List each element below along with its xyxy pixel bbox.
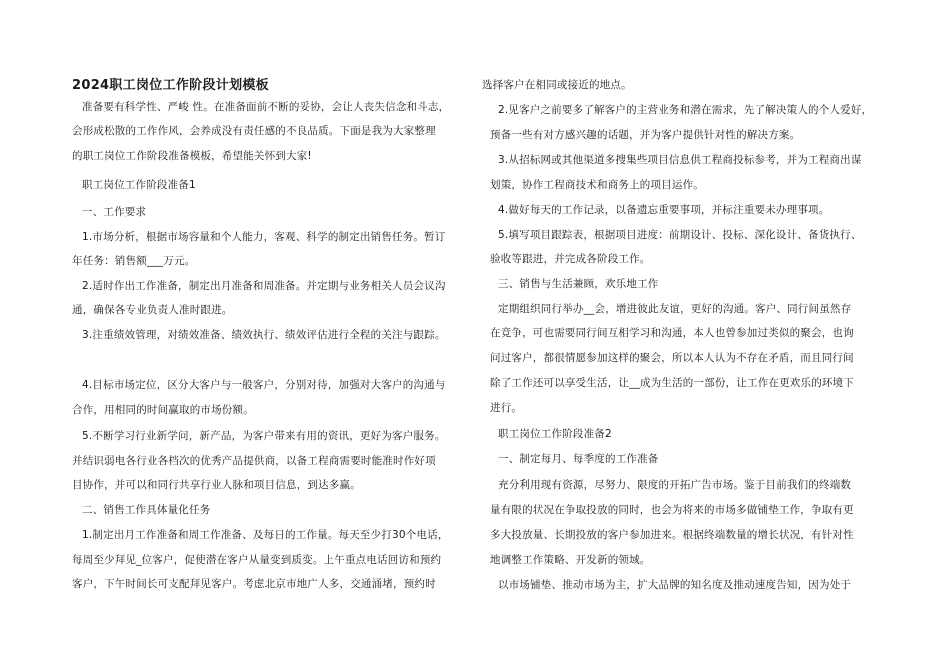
- paragraph-line: 4.做好每天的工作记录，以备遗忘重要事项，并标注重要未办理事项。: [498, 204, 830, 216]
- paragraph-line: 验收等跟进，并完成各阶段工作。: [490, 253, 651, 265]
- paragraph-line: 并结识弱电各行业各档次的优秀产品提供商，以备工程商需要时能准时作好项: [72, 455, 436, 467]
- paragraph-line: 划策，协作工程商技术和商务上的项目运作。: [490, 179, 704, 191]
- paragraph-line: 选择客户在相同或接近的地点。: [482, 79, 632, 91]
- paragraph-line: 定期组织同行举办__会，增进彼此友谊，更好的沟通。客户、同行间虽然存: [498, 303, 852, 315]
- paragraph-line: 除了工作还可以享受生活，让__成为生活的一部份，让工作在更欢乐的环境下: [490, 377, 854, 389]
- paragraph-line: 的职工岗位工作阶段准备模板，希望能关怀到大家!: [72, 150, 312, 162]
- paragraph-line: 2.见客户之前要多了解客户的主营业务和潜在需求，先了解决策人的个人爱好，: [498, 104, 873, 116]
- paragraph-line: 以市场铺垫、推动市场为主，扩大品牌的知名度及推动速度告知，因为处于: [498, 579, 852, 591]
- paragraph-line: 合作，用相同的时间赢取的市场份额。: [72, 404, 254, 416]
- section-heading: 职工岗位工作阶段准备2: [498, 428, 612, 440]
- paragraph-line: 多大投放量、长期投放的客户参加进来。根据终端数量的增长状况，有针对性: [490, 529, 854, 541]
- subheading: 一、工作要求: [82, 206, 147, 218]
- paragraph-line: 5.填写项目跟踪表，根据项目进度：前期设计、投标、深化设计、备货执行、: [498, 229, 862, 241]
- paragraph-line: 通，确保各专业负责人准时跟进。: [72, 304, 233, 316]
- paragraph-line: 每周至少拜见_位客户，促使潜在客户从量变到质变。上午重点电话回访和预约: [72, 554, 442, 566]
- paragraph-line: 3.从招标网或其他渠道多搜集些项目信息供工程商投标参考，并为工程商出谋: [498, 154, 862, 166]
- paragraph-line: 2.适时作出工作准备，制定出月准备和周准备。并定期与业务相关人员会议沟: [82, 280, 446, 292]
- paragraph-line: 3.注重绩效管理，对绩效准备、绩效执行、绩效评估进行全程的关注与跟踪。: [82, 329, 446, 341]
- paragraph-line: 量有限的状况在争取投放的同时，也会为将来的市场多做铺垫工作，争取有更: [490, 504, 854, 516]
- paragraph-line: 1.制定出月工作准备和周工作准备、及每日的工作量。每天至少打30个电话，: [82, 529, 449, 541]
- paragraph-line: 充分利用现有资源，尽努力、限度的开拓广告市场。鉴于目前我们的终端数: [498, 479, 852, 491]
- paragraph-line: 1.市场分析，根据市场容量和个人能力，客观、科学的制定出销售任务。暂订: [82, 231, 446, 243]
- paragraph-line: 客户，下午时间长可支配拜见客户。考虑北京市地广人多，交通涌堵，预约时: [72, 578, 436, 590]
- paragraph-line: 年任务：销售额___万元。: [72, 255, 196, 267]
- paragraph-line: 会形成松散的工作作风，会养成没有责任感的不良品质。下面是我为大家整理: [72, 125, 436, 137]
- section-heading: 职工岗位工作阶段准备1: [82, 179, 196, 191]
- paragraph-line: 地调整工作策略、开发新的领域。: [490, 554, 651, 566]
- paragraph-line: 5.不断学习行业新学问，新产品，为客户带来有用的资讯，更好为客户服务。: [82, 430, 446, 442]
- paragraph-line: 目协作，并可以和同行共享行业人脉和项目信息，到达多赢。: [72, 479, 361, 491]
- paragraph-line: 在竞争，可也需要同行间互相学习和沟通，本人也曾参加过类似的聚会，也询: [490, 327, 854, 339]
- paragraph-line: 进行。: [490, 402, 523, 414]
- subheading: 二、销售工作具体量化任务: [82, 504, 211, 516]
- paragraph-line: 问过客户，都很情愿参加这样的聚会，所以本人认为不存在矛盾，而且同行间: [490, 352, 854, 364]
- subheading: 三、销售与生活兼顾，欢乐地工作: [498, 278, 659, 290]
- document-title: 2024职工岗位工作阶段计划模板: [72, 78, 269, 93]
- paragraph-line: 准备要有科学性、严峻 性。在准备面前不断的妥协，会让人丧失信念和斗志，: [82, 101, 450, 113]
- paragraph-line: 4.目标市场定位，区分大客户与一般客户，分别对待，加强对大客户的沟通与: [82, 379, 446, 391]
- paragraph-line: 预备一些有对方感兴趣的话题，并为客户提供针对性的解决方案。: [490, 129, 801, 141]
- subheading: 一、制定每月、每季度的工作准备: [498, 453, 659, 465]
